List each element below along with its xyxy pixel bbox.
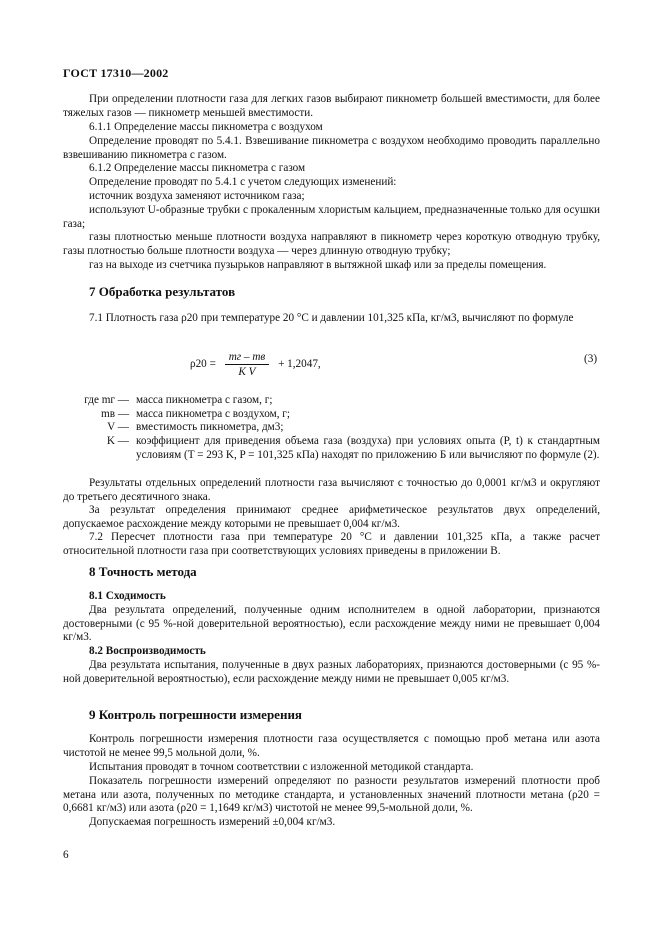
definition-text: коэффициент для приведения объема газа (воздуха) при условиях опыта (P, t) к стандартным условиям (T = 293 K, P = 101,325 кПа) находят по приложению Б или вычисляют по формуле (2). <box>136 435 600 461</box>
paragraph: Два результата определений, полученные одним исполнителем в одной лаборатории, признаются достоверными (с 95 %-ной доверительной вероятностью), если расхождение между ними не превышает 0,004 кг/м3. <box>63 604 600 644</box>
paragraph: газ на выходе из счетчика пузырьков направляют в вытяжной шкаф или за пределы помещения. <box>89 259 547 271</box>
definition-symbol: mв — <box>101 408 129 420</box>
section-title: 7 Обработка результатов <box>89 284 236 299</box>
subsection-title: 8.1 Сходимость <box>89 590 166 602</box>
subsection-title: 6.1.1 Определение массы пикнометра с воздухом <box>89 121 323 133</box>
definition-row <box>63 408 600 422</box>
paragraph: Два результата испытания, полученные в двух разных лабораториях, признаются достоверными (с 95 %-ной доверительной вероятностью), если расхождение между ними не превышает 0,005 кг/м3. <box>63 659 600 685</box>
paragraph: Испытания проводят в точном соответствии с изложенной методикой стандарта. <box>89 761 474 773</box>
definition-symbol: K — <box>106 435 129 447</box>
definition-text: масса пикнометра с воздухом, г; <box>136 408 290 420</box>
page-header: ГОСТ 17310—2002 <box>63 66 169 80</box>
paragraph: 7.2 Пересчет плотности газа при температуре 20 °С и давлении 101,325 кПа, а также расчет относительной плотности газа при соответствующих условиях приведены в приложении В. <box>63 531 600 557</box>
paragraph: Определение проводят по 5.4.1 с учетом следующих изменений: <box>89 176 397 188</box>
paragraph: Показатель погрешности измерений определяют по разности результатов измерений плотности проб метана или азота, полученных по методике стандарта, и установленных значений плотности метана (ρ20 = 0,6681 кг/м3) или азота (ρ20 = 1,1649 кг/м3) чистотой не менее 99,5-мольной доли, %. <box>63 775 600 815</box>
paragraph: Результаты отдельных определений плотности газа вычисляют с точностью до 0,0001 кг/м3 и округляют до третьего десятичного знака. <box>63 477 600 503</box>
paragraph: При определении плотности газа для легких газов выбирают пикнометр большей вместимости, для более тяжелых газов — пикнометр меньшей вместимости. <box>63 93 600 119</box>
paragraph: Контроль погрешности измерения плотности газа осуществляется с помощью проб метана или азота чистотой не менее 99,5 мольной доли, %. <box>63 733 600 759</box>
definition-text: масса пикнометра с газом, г; <box>136 394 273 406</box>
definition-symbol: где mг — <box>84 394 129 406</box>
paragraph: Допускаемая погрешность измерений ±0,004 кг/м3. <box>89 816 336 828</box>
paragraph: используют U-образные трубки с прокаленным хлористым кальцием, предназначенные только для осушки газа; <box>63 204 600 230</box>
formula-fraction <box>225 351 270 378</box>
page-number: 6 <box>63 849 69 861</box>
formula-numerator: mг – mв <box>225 351 270 365</box>
section-title: 9 Контроль погрешности измерения <box>89 707 302 722</box>
paragraph: 7.1 Плотность газа ρ20 при температуре 20 °С и давлении 101,325 кПа, кг/м3, вычисляют по формуле <box>89 312 574 324</box>
paragraph: газы плотностью меньше плотности воздуха направляют в пикнометр через короткую отводную трубку, газы плотностью больше плотности воздуха — через длинную отводную трубку; <box>63 231 600 257</box>
definition-row <box>63 435 600 477</box>
formula-3 <box>190 351 321 378</box>
definition-row <box>63 421 600 435</box>
paragraph: Определение проводят по 5.4.1. Взвешивание пикнометра с воздухом необходимо проводить параллельно взвешиванию пикнометра с газом. <box>63 135 600 161</box>
paragraph: За результат определения принимают среднее арифметическое результатов двух определений, допускаемое расхождение между которыми не превышает 0,004 кг/м3. <box>63 504 600 530</box>
subsection-title: 6.1.2 Определение массы пикнометра с газом <box>89 162 306 174</box>
equation-number: (3) <box>584 353 598 365</box>
paragraph: источник воздуха заменяют источником газа; <box>89 190 305 202</box>
subsection-title: 8.2 Воспроизводимость <box>89 645 206 657</box>
formula-denominator: K V <box>238 366 256 378</box>
definition-text: вместимость пикнометра, дм3; <box>136 421 284 433</box>
section-title: 8 Точность метода <box>89 564 197 579</box>
definition-row <box>63 394 600 408</box>
definition-symbol: V — <box>107 421 129 433</box>
formula-rhs: + 1,2047, <box>278 358 321 371</box>
formula-lhs: ρ20 = <box>190 358 216 371</box>
